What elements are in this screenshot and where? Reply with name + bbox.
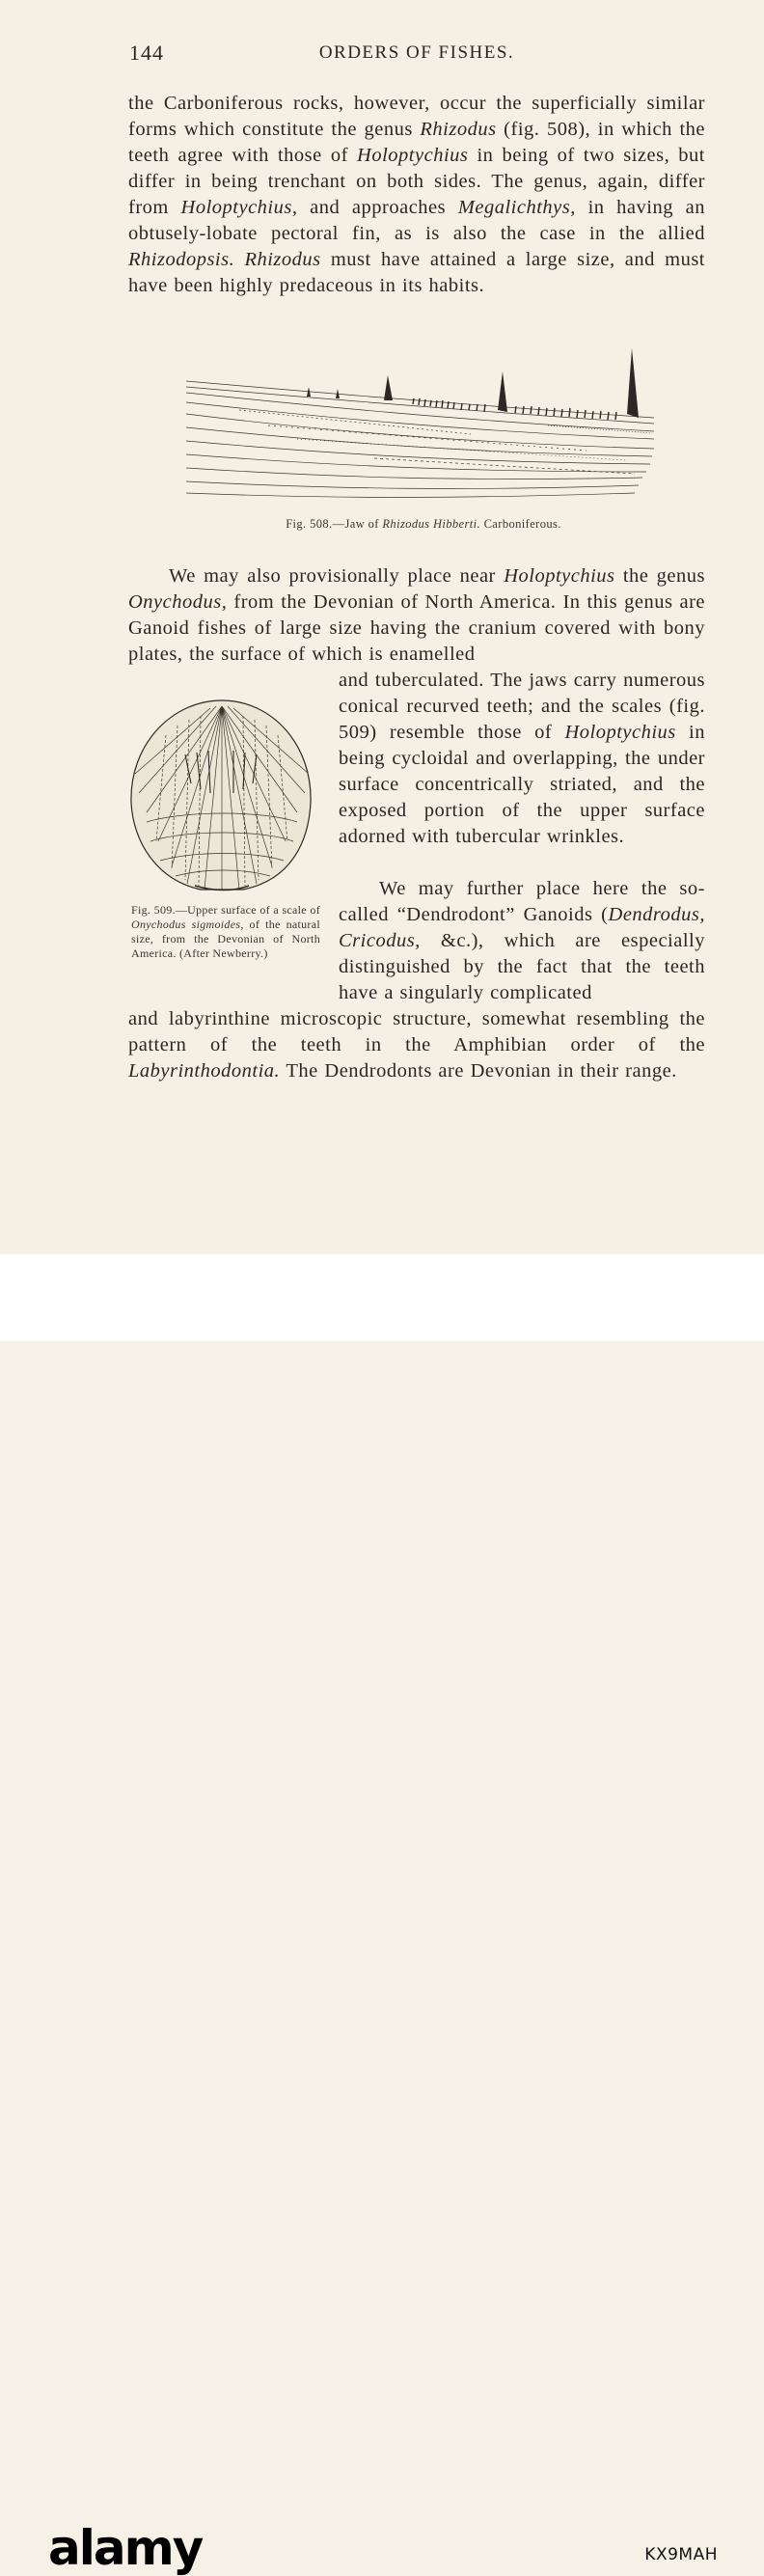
paragraph-onychodus: We may also provisionally place near Holoptychius the genus Onychodus, from the Devonian of North America. In this genus are Ganoid fishes of large size having the cranium covered with bony plates, the surface of which is enamelled [128,565,706,665]
paragraph-scales: and tuberculated. The jaws carry numerous conical recurved teeth; and the scales (fig. 509) resemble those of Holoptychius in being cycloidal and overlapping, the under surface concentrically striated, and the exposed portion of the upper surface adorned with tubercular wrinkles. [339,670,706,847]
brand-logo: alamy [48,2520,203,2576]
image-id: KX9MAH [644,2545,718,2564]
book-page [0,0,764,1254]
paragraph-rhizodus: the Carboniferous rocks, however, occur the superficially similar forms which constitute the genus Rhizodus (fig. 508), in which the teeth agree with those of Holoptychius in being of two sizes, but differ in being trenchant on both sides. The genus, again, differ from Holoptychius, and approaches Megalichthys, in having an obtusely-lobate pectoral fin, as is also the case in the allied Rhizodopsis. Rhizodus must have attained a large size, and must have been highly predaceous in its habits. [128,93,705,296]
running-head: ORDERS OF FISHES. [318,42,515,63]
jaw-illustration [181,343,664,507]
page-number: 144 [129,41,164,65]
paragraph-dendrodont: We may further place here the so-called “Dendrodont” Ganoids (Dendrodus, Cricodus, &c.), which are especially distinguished by the fact that the teeth have a singularly complicated [339,878,705,1003]
scale-illustration [127,697,316,895]
figure-508-caption: Fig. 508.—Jaw of Rhizodus Hibberti. Carboniferous. [286,517,561,531]
watermark-banner [0,1254,764,2576]
figure-509-caption: Fig. 509.—Upper surface of a scale of Onychodus sigmoides, of the natural size, from the Devonian of North America. (After Newberry.) [131,903,320,960]
paragraph-labyrinthine: and labyrinthine microscopic structure, somewhat resembling the pattern of the teeth in the Amphibian order of the Labyrinthodontia. The Dendrodonts are Devonian in their range. [128,1008,705,1082]
page-header [129,39,704,68]
